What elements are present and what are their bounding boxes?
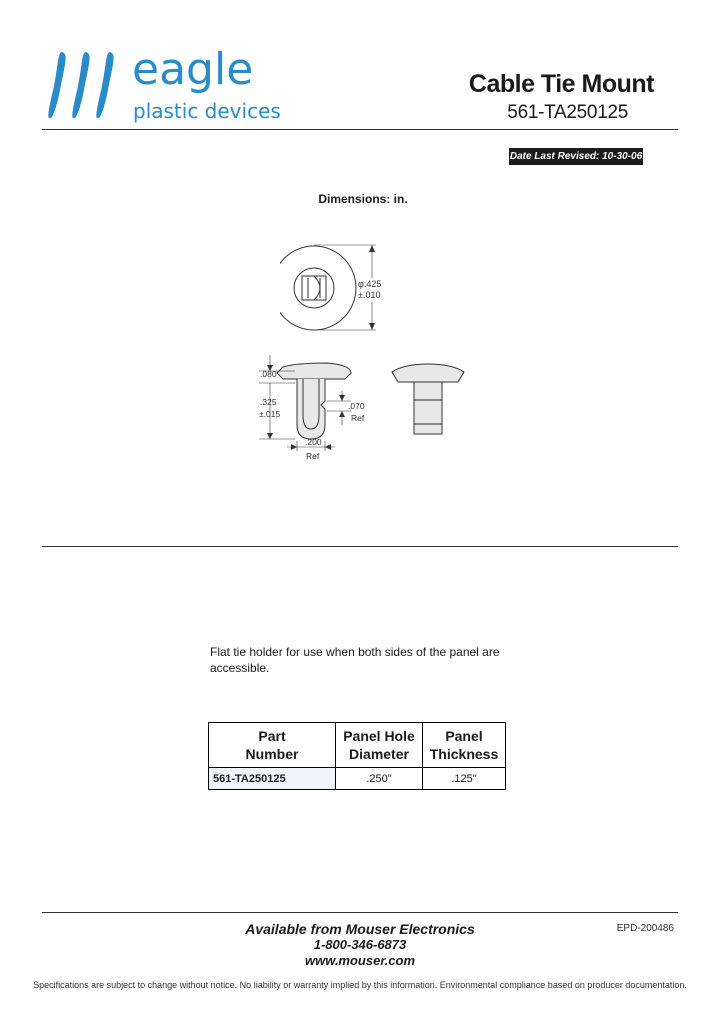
eagle-logo-stripes-icon (48, 50, 128, 122)
slot-height-label: .070 (348, 401, 365, 411)
side-elevation-drawing (388, 360, 468, 440)
inner-circle (294, 268, 334, 308)
diameter-tolerance: ±.010 (358, 290, 381, 300)
cell-thickness: .125" (423, 768, 506, 790)
document-id: EPD-200486 (616, 923, 674, 934)
body-height-tolerance: ±.015 (259, 409, 281, 419)
section-divider (42, 546, 678, 547)
disclaimer: Specifications are subject to change without notice. No liability or warranty implied by this information. Environmental compliance based on producer documentation. (33, 980, 687, 990)
body-profile (297, 379, 325, 439)
part-code: 561-TA250125 (507, 102, 628, 123)
col-header-thickness: Panel Thickness (423, 723, 506, 768)
footer-divider (42, 912, 678, 913)
available-from: Available from Mouser Electronics (245, 921, 475, 937)
table-header-row (209, 723, 506, 768)
revision-date: 10-30-06 (602, 151, 643, 162)
revision-label: Date Last Revised: (509, 151, 600, 162)
center-slot (302, 276, 326, 300)
table-row (209, 768, 506, 790)
base-ref-label: Ref (306, 451, 320, 461)
base-width-label: .200 (305, 437, 322, 447)
diameter-label: φ.425 (358, 279, 382, 289)
header-divider (42, 129, 678, 130)
dimensions-units-label: Dimensions: in. (318, 192, 408, 206)
page-title: Cable Tie Mount (468, 70, 654, 98)
brand-name: eagle (132, 44, 254, 95)
outer-circle (280, 246, 356, 330)
slot-ref-label: Ref (351, 413, 365, 423)
website-link[interactable]: www.mouser.com (304, 953, 416, 968)
cell-part-number: 561-TA250125 (209, 768, 336, 790)
cell-hole-diameter: .250" (336, 768, 423, 790)
product-description: Flat tie holder for use when both sides of the panel are accessible. (210, 645, 500, 675)
head-height-label: .080 (260, 369, 277, 379)
section-view-drawing (255, 355, 380, 465)
spec-table (208, 722, 506, 790)
brand-tagline: plastic devices (133, 99, 281, 123)
elevation-head (392, 364, 464, 382)
body-height-label: .325 (260, 397, 277, 407)
col-header-part-number: Part Number (209, 723, 336, 768)
elevation-body (414, 382, 442, 434)
revision-badge (509, 148, 643, 165)
phone-number: 1-800-346-6873 (313, 937, 407, 952)
col-header-hole-diameter: Panel Hole Diameter (336, 723, 423, 768)
top-view-drawing (280, 240, 420, 340)
